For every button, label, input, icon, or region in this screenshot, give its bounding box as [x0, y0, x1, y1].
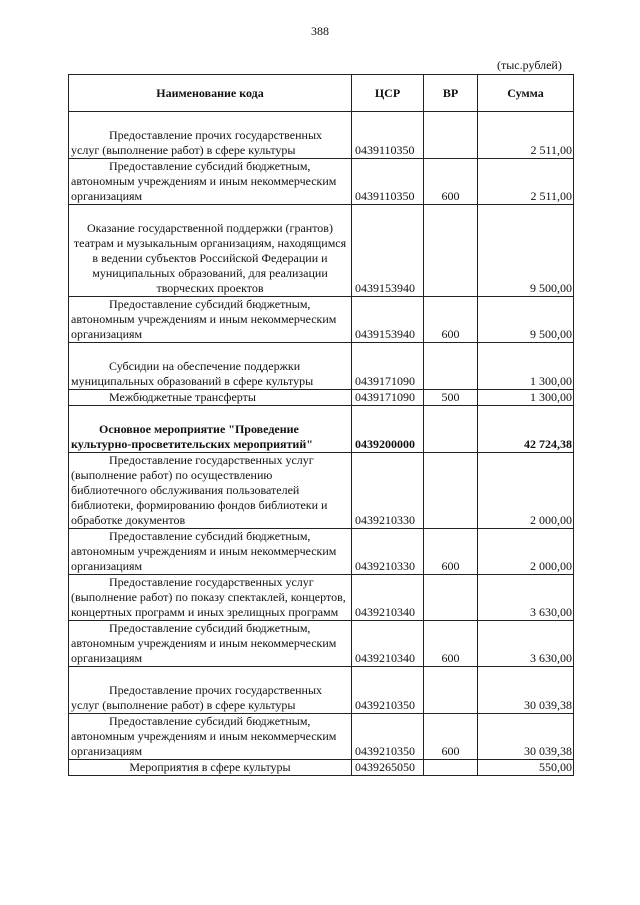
budget-table	[68, 74, 574, 776]
row-name: Мероприятия в сфере культуры	[69, 760, 352, 776]
row-name: Оказание государственной поддержки (грантов) театрам и музыкальным организациям, находящимся в ведении субъектов Российской Федерации и муниципальных образований, для реализации творческих проектов	[69, 221, 352, 297]
row-csr: 0439210350	[352, 683, 424, 714]
row-vr: 600	[424, 714, 478, 760]
row-vr: 600	[424, 529, 478, 575]
row-name: Субсидии на обеспечение поддержки муниципальных образований в сфере культуры	[69, 359, 352, 390]
row-vr	[424, 575, 478, 621]
row-csr: 0439110350	[352, 128, 424, 159]
table-row	[69, 221, 574, 297]
header-vr: ВР	[424, 75, 478, 112]
table-row	[69, 390, 574, 406]
row-sum: 30 039,38	[478, 683, 574, 714]
row-csr: 0439210350	[352, 714, 424, 760]
table-row	[69, 714, 574, 760]
row-sum: 9 500,00	[478, 297, 574, 343]
row-csr: 0439171090	[352, 359, 424, 390]
row-name: Предоставление субсидий бюджетным, автономным учреждениям и иным некоммерческим организациям	[69, 159, 352, 205]
table-row	[69, 359, 574, 390]
row-vr: 500	[424, 390, 478, 406]
header-name: Наименование кода	[69, 75, 352, 112]
row-name: Предоставление субсидий бюджетным, автономным учреждениям и иным некоммерческим организациям	[69, 297, 352, 343]
row-name: Межбюджетные трансферты	[69, 390, 352, 406]
page-number: 388	[311, 24, 329, 38]
row-sum: 3 630,00	[478, 575, 574, 621]
row-vr	[424, 760, 478, 776]
row-csr: 0439110350	[352, 159, 424, 205]
row-name: Предоставление субсидий бюджетным, автономным учреждениям и иным некоммерческим организациям	[69, 529, 352, 575]
row-sum: 2 511,00	[478, 159, 574, 205]
row-vr	[424, 128, 478, 159]
row-csr: 0439210340	[352, 621, 424, 667]
row-csr: 0439153940	[352, 221, 424, 297]
table-row	[69, 159, 574, 205]
row-csr: 0439210330	[352, 453, 424, 529]
table-row	[69, 575, 574, 621]
row-sum: 3 630,00	[478, 621, 574, 667]
row-csr: 0439200000	[352, 422, 424, 453]
row-vr: 600	[424, 297, 478, 343]
row-vr: 600	[424, 159, 478, 205]
table-row	[69, 297, 574, 343]
table-row	[69, 128, 574, 159]
table-row	[69, 683, 574, 714]
row-name: Предоставление субсидий бюджетным, автономным учреждениям и иным некоммерческим организациям	[69, 714, 352, 760]
row-vr	[424, 359, 478, 390]
row-name: Предоставление прочих государственных услуг (выполнение работ) в сфере культуры	[69, 683, 352, 714]
header-csr: ЦСР	[352, 75, 424, 112]
row-name: Предоставление государственных услуг (выполнение работ) по показу спектаклей, концертов, концертных программ и иных зрелищных программ	[69, 575, 352, 621]
row-name: Предоставление прочих государственных услуг (выполнение работ) в сфере культуры	[69, 128, 352, 159]
header-sum: Сумма	[478, 75, 574, 112]
row-csr: 0439210340	[352, 575, 424, 621]
row-name: Предоставление государственных услуг (выполнение работ) по осуществлению библиотечного обслуживания пользователей библиотеки, формированию фондов библиотеки и обработке документов	[69, 453, 352, 529]
table-row	[69, 621, 574, 667]
table-row	[69, 529, 574, 575]
row-sum: 9 500,00	[478, 221, 574, 297]
row-vr	[424, 422, 478, 453]
row-name: Предоставление субсидий бюджетным, автономным учреждениям и иным некоммерческим организациям	[69, 621, 352, 667]
table-header-row	[69, 75, 574, 112]
row-sum: 2 000,00	[478, 453, 574, 529]
row-csr: 0439171090	[352, 390, 424, 406]
row-sum: 2 511,00	[478, 128, 574, 159]
row-vr	[424, 453, 478, 529]
row-sum: 550,00	[478, 760, 574, 776]
units-label: (тыс.рублей)	[497, 58, 562, 72]
row-sum: 30 039,38	[478, 714, 574, 760]
table-row	[69, 422, 574, 453]
row-vr	[424, 683, 478, 714]
row-csr: 0439210330	[352, 529, 424, 575]
row-csr: 0439265050	[352, 760, 424, 776]
row-csr: 0439153940	[352, 297, 424, 343]
row-sum: 1 300,00	[478, 359, 574, 390]
row-sum: 1 300,00	[478, 390, 574, 406]
row-vr: 600	[424, 621, 478, 667]
row-sum: 42 724,38	[478, 422, 574, 453]
row-sum: 2 000,00	[478, 529, 574, 575]
row-name: Основное мероприятие "Проведение культурно-просветительских мероприятий"	[69, 422, 352, 453]
table-row	[69, 760, 574, 776]
table-row	[69, 453, 574, 529]
row-vr	[424, 221, 478, 297]
